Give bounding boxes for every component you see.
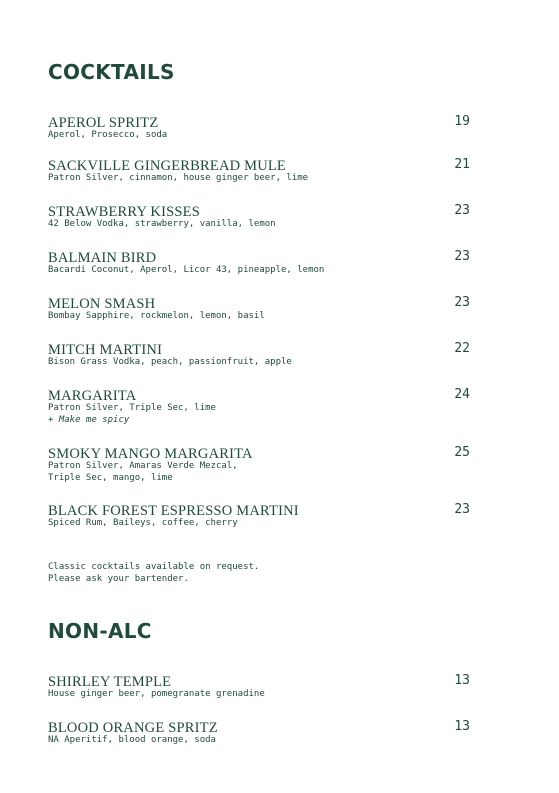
item-name: BLOOD ORANGE SPRITZ: [48, 720, 218, 736]
item-description: 42 Below Vodka, strawberry, vanilla, lemon: [48, 219, 276, 229]
item-description-line-1: Patron Silver, Amaras Verde Mezcal,: [48, 461, 238, 471]
menu-item-black-forest-espresso-martini: [48, 502, 470, 530]
menu-item-sackville-gingerbread-mule: [48, 157, 470, 185]
item-name: BLACK FOREST ESPRESSO MARTINI: [48, 503, 299, 519]
item-price: 25: [454, 445, 470, 460]
item-name: STRAWBERRY KISSES: [48, 204, 200, 220]
footnote-line-2: Please ask your bartender.: [48, 573, 189, 584]
non-alc-heading: NON-ALC: [48, 619, 152, 643]
menu-item-aperol-spritz: [48, 114, 470, 142]
item-price: 13: [454, 673, 470, 688]
menu-item-blood-orange-spritz: [48, 719, 470, 747]
item-name: BALMAIN BIRD: [48, 250, 157, 266]
item-description: House ginger beer, pomegranate grenadine: [48, 689, 265, 699]
item-price: 23: [454, 203, 470, 218]
item-price: 21: [454, 157, 470, 172]
item-price: 23: [454, 295, 470, 310]
item-price: 23: [454, 249, 470, 264]
menu-item-balmain-bird: [48, 249, 470, 277]
menu-item-shirley-temple: [48, 673, 470, 701]
item-description-line-2: Triple Sec, mango, lime: [48, 472, 173, 483]
footnote-line-1: Classic cocktails available on request.: [48, 562, 260, 572]
item-name: MITCH MARTINI: [48, 342, 163, 358]
item-description: Aperol, Prosecco, soda: [48, 130, 168, 140]
item-description: Bison Grass Vodka, peach, passionfruit, apple: [48, 357, 292, 367]
item-price: 23: [454, 502, 470, 517]
item-name: MELON SMASH: [48, 296, 156, 312]
menu-item-strawberry-kisses: [48, 203, 470, 231]
item-description: NA Aperitif, blood orange, soda: [48, 735, 216, 745]
menu-item-mitch-martini: [48, 341, 470, 369]
item-name: APEROL SPRITZ: [48, 115, 159, 131]
item-description: Patron Silver, cinnamon, house ginger beer, lime: [48, 173, 309, 183]
item-name: SACKVILLE GINGERBREAD MULE: [48, 158, 286, 174]
menu-item-melon-smash: [48, 295, 470, 323]
item-price: 19: [454, 114, 470, 129]
item-description: Spiced Rum, Baileys, coffee, cherry: [48, 518, 238, 528]
menu-item-smoky-mango-margarita: [48, 445, 470, 484]
item-note: + Make me spicy: [48, 414, 130, 425]
item-description: Bombay Sapphire, rockmelon, lemon, basil: [48, 311, 265, 321]
item-price: 22: [454, 341, 470, 356]
item-price: 24: [454, 387, 470, 402]
classic-cocktails-note: [48, 562, 259, 585]
menu-item-margarita: [48, 387, 470, 426]
item-price: 13: [454, 719, 470, 734]
item-description: Bacardi Coconut, Aperol, Licor 43, pineapple, lemon: [48, 265, 325, 275]
item-name: MARGARITA: [48, 388, 137, 404]
item-name: SMOKY MANGO MARGARITA: [48, 446, 253, 462]
item-name: SHIRLEY TEMPLE: [48, 674, 172, 690]
item-description: Patron Silver, Triple Sec, lime: [48, 403, 216, 413]
cocktails-heading: COCKTAILS: [48, 60, 175, 84]
